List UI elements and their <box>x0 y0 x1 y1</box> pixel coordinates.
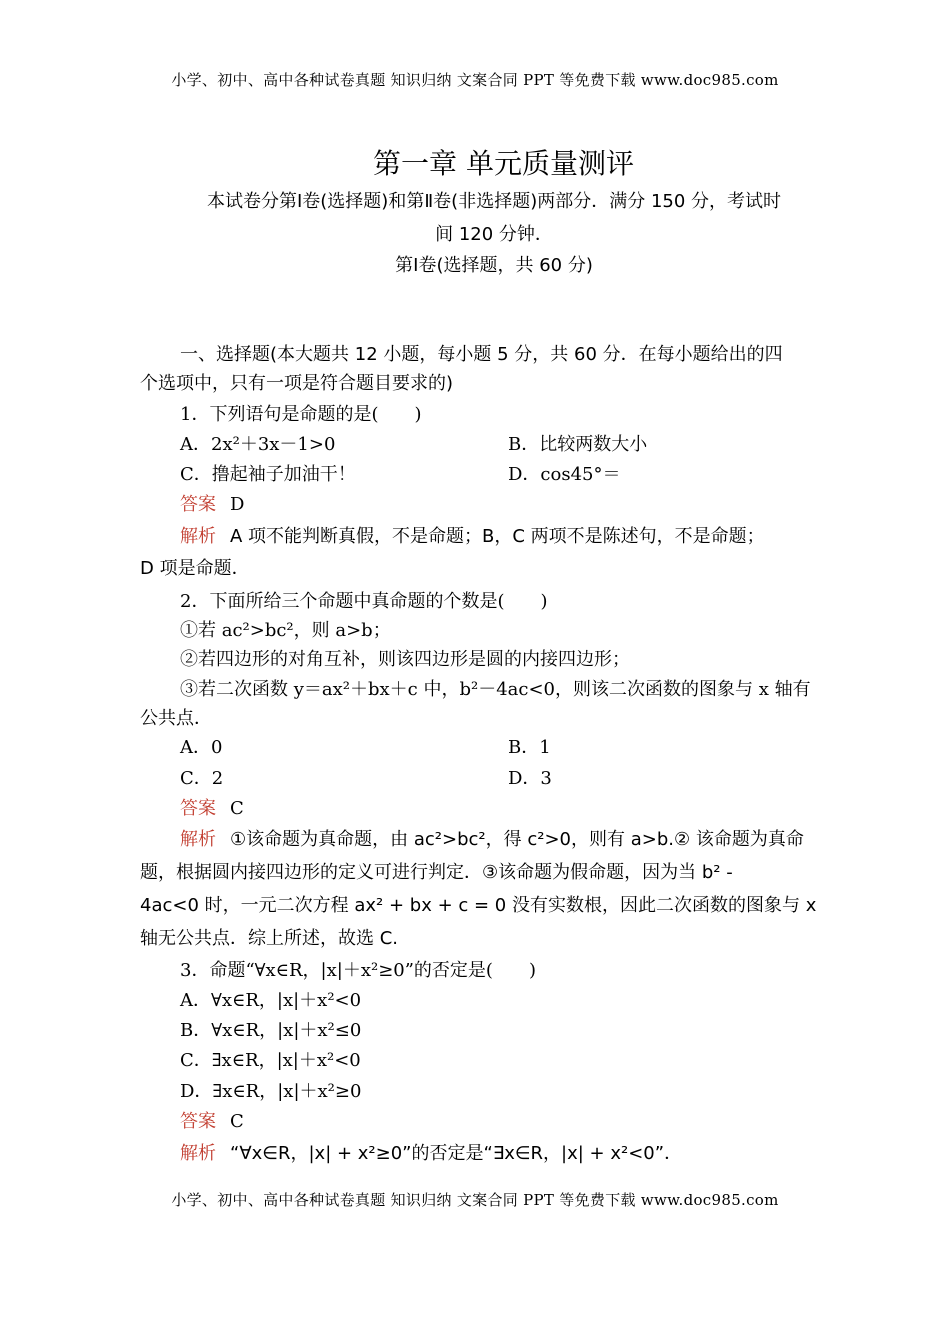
q2-analysis-line-1: ①该命题为真命题，由 ac²>bc²，得 c²>0，则有 a>b.② 该命题为真命 <box>230 829 804 850</box>
q2-option-b: B．1 <box>508 737 551 758</box>
q2-answer <box>180 794 244 820</box>
q3-stem: 3．命题“∀x∈R，|x|＋x²≥0”的否定是( ) <box>180 960 536 981</box>
intro-line-2: 间 120 分钟． <box>435 224 553 245</box>
q1-option-d: D．cos45°＝ <box>508 464 621 485</box>
section-heading: 第Ⅰ卷(选择题，共 60 分) <box>395 255 593 276</box>
q1-option-b: B．比较两数大小 <box>508 434 648 455</box>
q2-item-3-line-1: ③若二次函数 y＝ax²＋bx＋c 中，b²－4ac<0，则该二次函数的图象与 x 轴有 <box>180 679 811 700</box>
q2-answer-value: C <box>230 798 244 819</box>
analysis-label: 解析 <box>180 526 216 547</box>
q2-analysis <box>180 825 804 851</box>
q3-option-c: C．∃x∈R，|x|＋x²<0 <box>180 1050 361 1071</box>
q1-analysis <box>180 522 765 548</box>
q3-answer-value: C <box>230 1111 244 1132</box>
q1-answer <box>180 490 244 516</box>
q2-item-1: ①若 ac²>bc²，则 a>b； <box>180 620 391 641</box>
q3-option-a: A．∀x∈R，|x|＋x²<0 <box>180 990 362 1011</box>
q1-analysis-line-2: D 项是命题． <box>140 558 250 579</box>
page-footer: 小学、初中、高中各种试卷真题 知识归纳 文案合同 PPT 等免费下载 www.doc985.com <box>171 1191 779 1209</box>
q3-analysis-line-1: “∀x∈R，|x| + x²≥0”的否定是“∃x∈R，|x| + x²<0”． <box>230 1143 683 1164</box>
q1-option-c: C．撸起袖子加油干！ <box>180 464 356 485</box>
q2-item-3-line-2: 公共点． <box>140 708 212 729</box>
q3-answer <box>180 1107 244 1133</box>
analysis-label: 解析 <box>180 829 216 850</box>
q2-option-a: A．0 <box>180 737 223 758</box>
page-header: 小学、初中、高中各种试卷真题 知识归纳 文案合同 PPT 等免费下载 www.doc985.com <box>171 71 779 89</box>
q2-item-2: ②若四边形的对角互补，则该四边形是圆的内接四边形； <box>180 649 630 670</box>
chapter-title: 第一章 单元质量测评 <box>373 147 634 180</box>
section-instructions-2: 个选项中，只有一项是符合题目要求的) <box>140 373 454 394</box>
q3-analysis <box>180 1139 682 1165</box>
q2-analysis-line-3: 4ac<0 时，一元二次方程 ax² + bx + c = 0 没有实数根，因此二次函数的图象与 x <box>140 895 817 916</box>
analysis-label: 解析 <box>180 1143 216 1164</box>
answer-label: 答案 <box>180 1111 216 1132</box>
q1-answer-value: D <box>230 494 245 515</box>
q3-option-d: D．∃x∈R，|x|＋x²≥0 <box>180 1081 362 1102</box>
q2-analysis-line-4: 轴无公共点．综上所述，故选 C. <box>140 928 399 949</box>
intro-line-1: 本试卷分第Ⅰ卷(选择题)和第Ⅱ卷(非选择题)两部分．满分 150 分，考试时 <box>206 191 782 212</box>
q2-option-d: D．3 <box>508 768 552 789</box>
q3-option-b: B．∀x∈R，|x|＋x²≤0 <box>180 1020 362 1041</box>
answer-label: 答案 <box>180 494 216 515</box>
q2-analysis-line-2: 题，根据圆内接四边形的定义可进行判定．③该命题为假命题，因为当 b² - <box>140 862 733 883</box>
section-instructions-1: 一、选择题(本大题共 12 小题，每小题 5 分，共 60 分．在每小题给出的四 <box>180 344 783 365</box>
q2-option-c: C．2 <box>180 768 224 789</box>
q1-option-a: A．2x²＋3x－1>0 <box>180 434 336 455</box>
q1-analysis-line-1: A 项不能判断真假，不是命题；B，C 两项不是陈述句，不是命题； <box>230 526 765 547</box>
q1-stem: 1．下列语句是命题的是( ) <box>180 404 422 425</box>
answer-label: 答案 <box>180 798 216 819</box>
q2-stem: 2．下面所给三个命题中真命题的个数是( ) <box>180 591 548 612</box>
